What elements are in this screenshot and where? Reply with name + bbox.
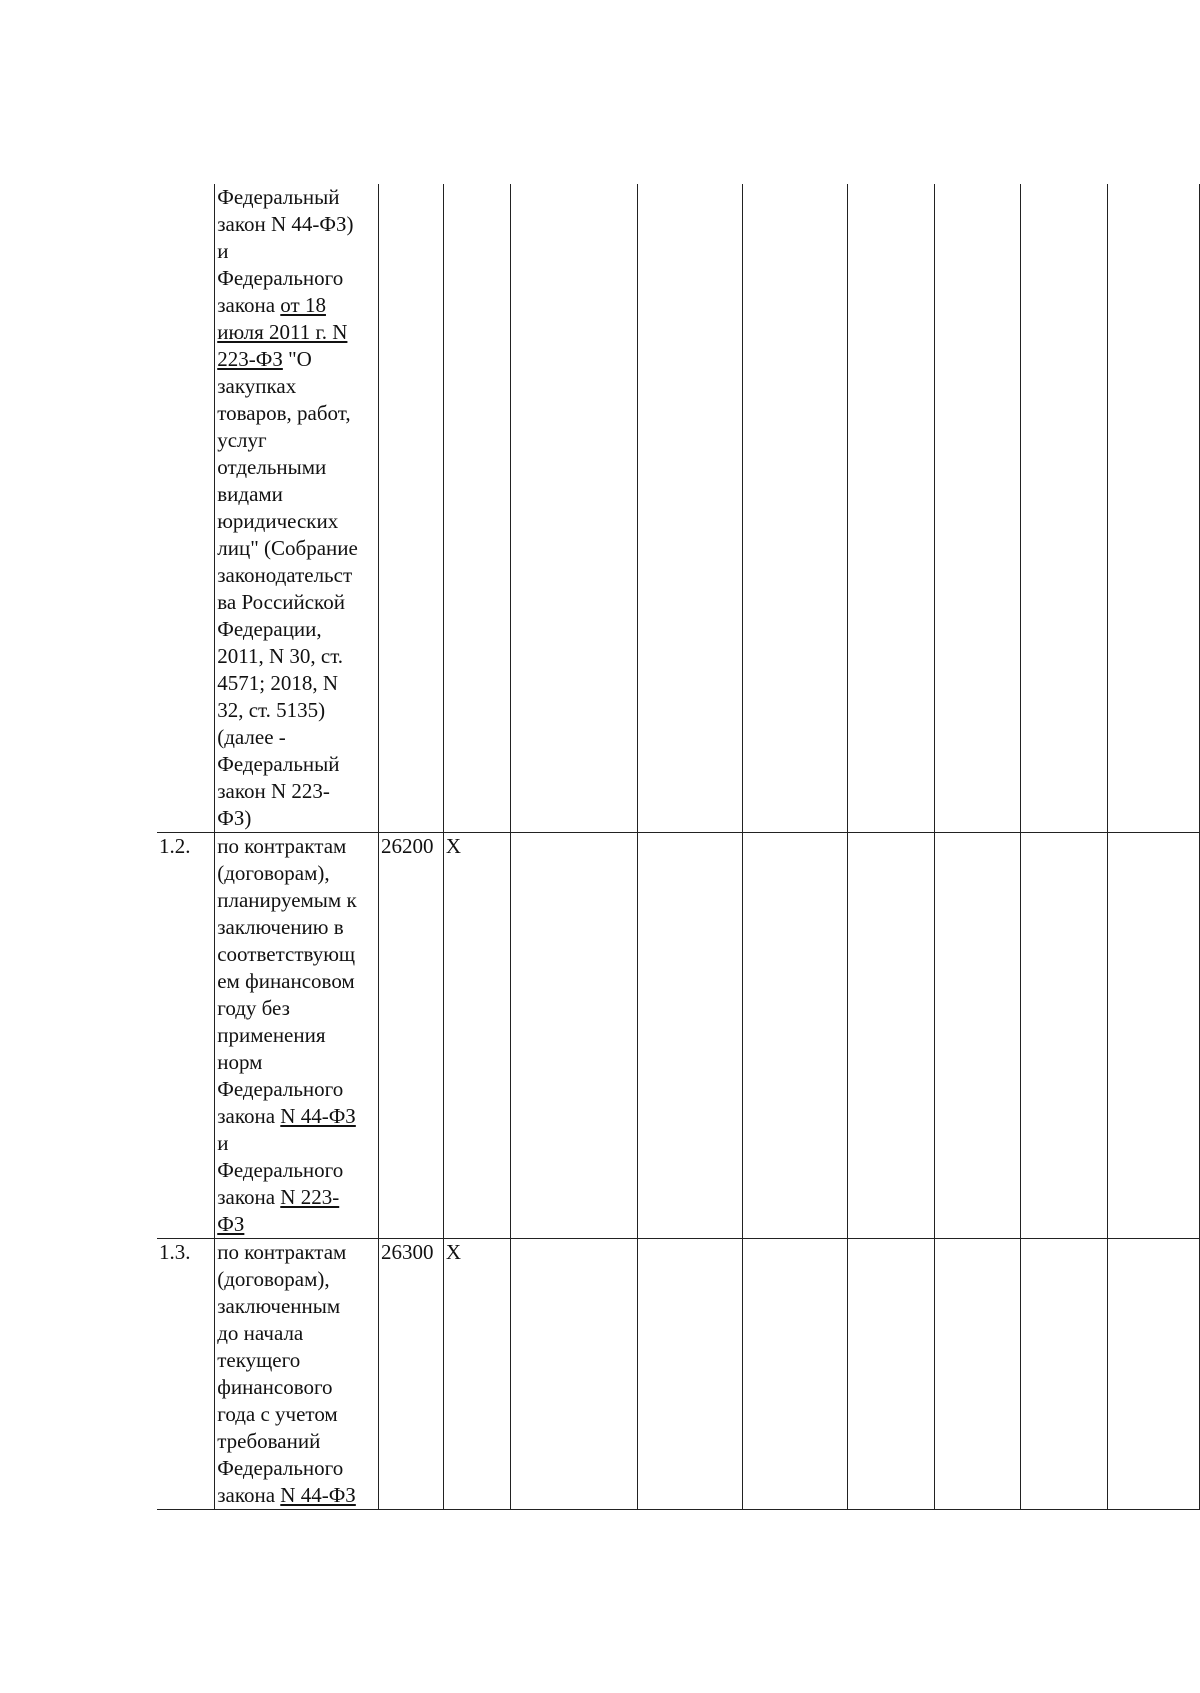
empty-value-cell [742, 1239, 847, 1510]
text-line [217, 887, 378, 914]
row-number-cell: 1.2. [157, 833, 215, 1239]
row-number-cell [157, 184, 215, 833]
text-line [217, 400, 378, 427]
text-fragment: (договорам), [217, 861, 330, 885]
text-line [217, 1022, 378, 1049]
empty-value-cell [742, 184, 847, 833]
empty-value-cell [1020, 184, 1107, 833]
text-line [217, 211, 378, 238]
text-line [217, 1184, 378, 1211]
text-line [217, 535, 378, 562]
table-row [157, 1239, 1200, 1510]
text-fragment: и [217, 239, 229, 263]
empty-value-cell [637, 184, 742, 833]
text-line [217, 1049, 378, 1076]
law-link[interactable]: N 44-ФЗ [280, 1104, 356, 1128]
row-number-cell: 1.3. [157, 1239, 215, 1510]
text-fragment: по контрактам [217, 834, 347, 858]
text-fragment: закона [217, 1104, 281, 1128]
text-line [217, 697, 378, 724]
text-line [217, 1320, 378, 1347]
text-line [217, 562, 378, 589]
text-fragment: закупках [217, 374, 297, 398]
text-fragment: Федеральный [217, 752, 340, 776]
text-fragment: применения [217, 1023, 326, 1047]
text-line [217, 1266, 378, 1293]
text-fragment: Федеральный [217, 185, 340, 209]
text-line [217, 1428, 378, 1455]
text-line [217, 616, 378, 643]
row-mark-cell: X [443, 833, 510, 1239]
empty-value-cell [742, 833, 847, 1239]
row-code-cell: 26300 [379, 1239, 444, 1510]
text-line [217, 914, 378, 941]
text-line [217, 1401, 378, 1428]
text-fragment: по контрактам [217, 1240, 347, 1264]
text-line [217, 1293, 378, 1320]
text-line [217, 346, 378, 373]
empty-value-cell [847, 184, 934, 833]
empty-value-cell [511, 833, 638, 1239]
empty-value-cell [847, 833, 934, 1239]
table-body [157, 184, 1200, 1510]
text-fragment: законодательст [217, 563, 353, 587]
text-fragment: планируемым к [217, 888, 357, 912]
text-fragment: году без [217, 996, 290, 1020]
text-line [217, 454, 378, 481]
row-mark-cell [443, 184, 510, 833]
empty-value-cell [847, 1239, 934, 1510]
empty-value-cell [637, 1239, 742, 1510]
row-code-cell: 26200 [379, 833, 444, 1239]
text-line [217, 860, 378, 887]
text-fragment: ФЗ) [217, 806, 252, 830]
row-name-cell [215, 833, 379, 1239]
text-fragment: (договорам), [217, 1267, 330, 1291]
text-fragment: 2011, N 30, ст. [217, 644, 344, 668]
table-row [157, 184, 1200, 833]
text-fragment: 4571; 2018, N [217, 671, 338, 695]
text-line [217, 751, 378, 778]
empty-value-cell [934, 1239, 1020, 1510]
empty-value-cell [637, 833, 742, 1239]
text-fragment: ем финансовом [217, 969, 355, 993]
text-line [217, 481, 378, 508]
text-fragment: отдельными [217, 455, 327, 479]
text-fragment: ва Российской [217, 590, 345, 614]
text-fragment: заключению в [217, 915, 344, 939]
text-fragment: "О [282, 347, 312, 371]
empty-value-cell [511, 184, 638, 833]
report-table [157, 184, 1200, 1510]
text-line [217, 778, 378, 805]
text-line [217, 1103, 378, 1130]
text-line [217, 1157, 378, 1184]
text-line [217, 292, 378, 319]
text-line [217, 1482, 378, 1509]
empty-value-cell [1020, 1239, 1107, 1510]
text-line [217, 589, 378, 616]
empty-value-cell [1107, 1239, 1199, 1510]
text-line [217, 941, 378, 968]
row-code-cell [379, 184, 444, 833]
text-fragment: финансового [217, 1375, 333, 1399]
text-line [217, 1239, 378, 1266]
text-line [217, 968, 378, 995]
text-line [217, 508, 378, 535]
text-line [217, 1347, 378, 1374]
text-fragment: услуг [217, 428, 267, 452]
text-fragment: текущего [217, 1348, 301, 1372]
text-fragment: Федерального [217, 1456, 344, 1480]
text-fragment: товаров, работ, [217, 401, 351, 425]
law-link[interactable]: N 223- [280, 1185, 340, 1209]
text-fragment: соответствующ [217, 942, 356, 966]
law-link[interactable]: 223-ФЗ [217, 347, 283, 371]
row-name-cell [215, 184, 379, 833]
text-fragment: Федерального [217, 266, 344, 290]
text-line [217, 265, 378, 292]
law-link[interactable]: июля 2011 г. N [217, 320, 348, 344]
text-fragment: лиц" (Собрание [217, 536, 358, 560]
text-line [217, 184, 378, 211]
law-link[interactable]: от 18 [280, 293, 326, 317]
text-line [217, 1076, 378, 1103]
empty-value-cell [934, 184, 1020, 833]
text-line [217, 833, 378, 860]
text-fragment: года с учетом [217, 1402, 338, 1426]
text-fragment: закон N 223- [217, 779, 330, 803]
table-row [157, 833, 1200, 1239]
empty-value-cell [1107, 833, 1199, 1239]
text-fragment: Федерального [217, 1077, 344, 1101]
empty-value-cell [511, 1239, 638, 1510]
empty-value-cell [1020, 833, 1107, 1239]
text-line [217, 238, 378, 265]
text-line [217, 1211, 378, 1238]
text-line [217, 1455, 378, 1482]
text-fragment: требований [217, 1429, 321, 1453]
text-line [217, 1130, 378, 1157]
text-line [217, 805, 378, 832]
text-fragment: видами [217, 482, 283, 506]
text-fragment: юридических [217, 509, 339, 533]
empty-value-cell [934, 833, 1020, 1239]
text-fragment: закона [217, 293, 281, 317]
text-line [217, 319, 378, 346]
text-line [217, 427, 378, 454]
empty-value-cell [1107, 184, 1199, 833]
text-fragment: до начала [217, 1321, 304, 1345]
text-line [217, 643, 378, 670]
text-fragment: закон N 44-ФЗ) [217, 212, 354, 236]
text-fragment: закона [217, 1185, 281, 1209]
text-fragment: 32, ст. 5135) [217, 698, 326, 722]
row-mark-cell: X [443, 1239, 510, 1510]
text-line [217, 724, 378, 751]
text-line [217, 1374, 378, 1401]
law-link[interactable]: N 44-ФЗ [280, 1483, 356, 1507]
text-line [217, 373, 378, 400]
text-line [217, 995, 378, 1022]
text-fragment: и [217, 1131, 229, 1155]
row-name-cell [215, 1239, 379, 1510]
law-link[interactable]: ФЗ [217, 1212, 245, 1236]
text-fragment: Федерального [217, 1158, 344, 1182]
text-fragment: закона [217, 1483, 281, 1507]
text-fragment: Федерации, [217, 617, 322, 641]
text-fragment: норм [217, 1050, 263, 1074]
text-fragment: заключенным [217, 1294, 341, 1318]
text-fragment: (далее - [217, 725, 286, 749]
text-line [217, 670, 378, 697]
